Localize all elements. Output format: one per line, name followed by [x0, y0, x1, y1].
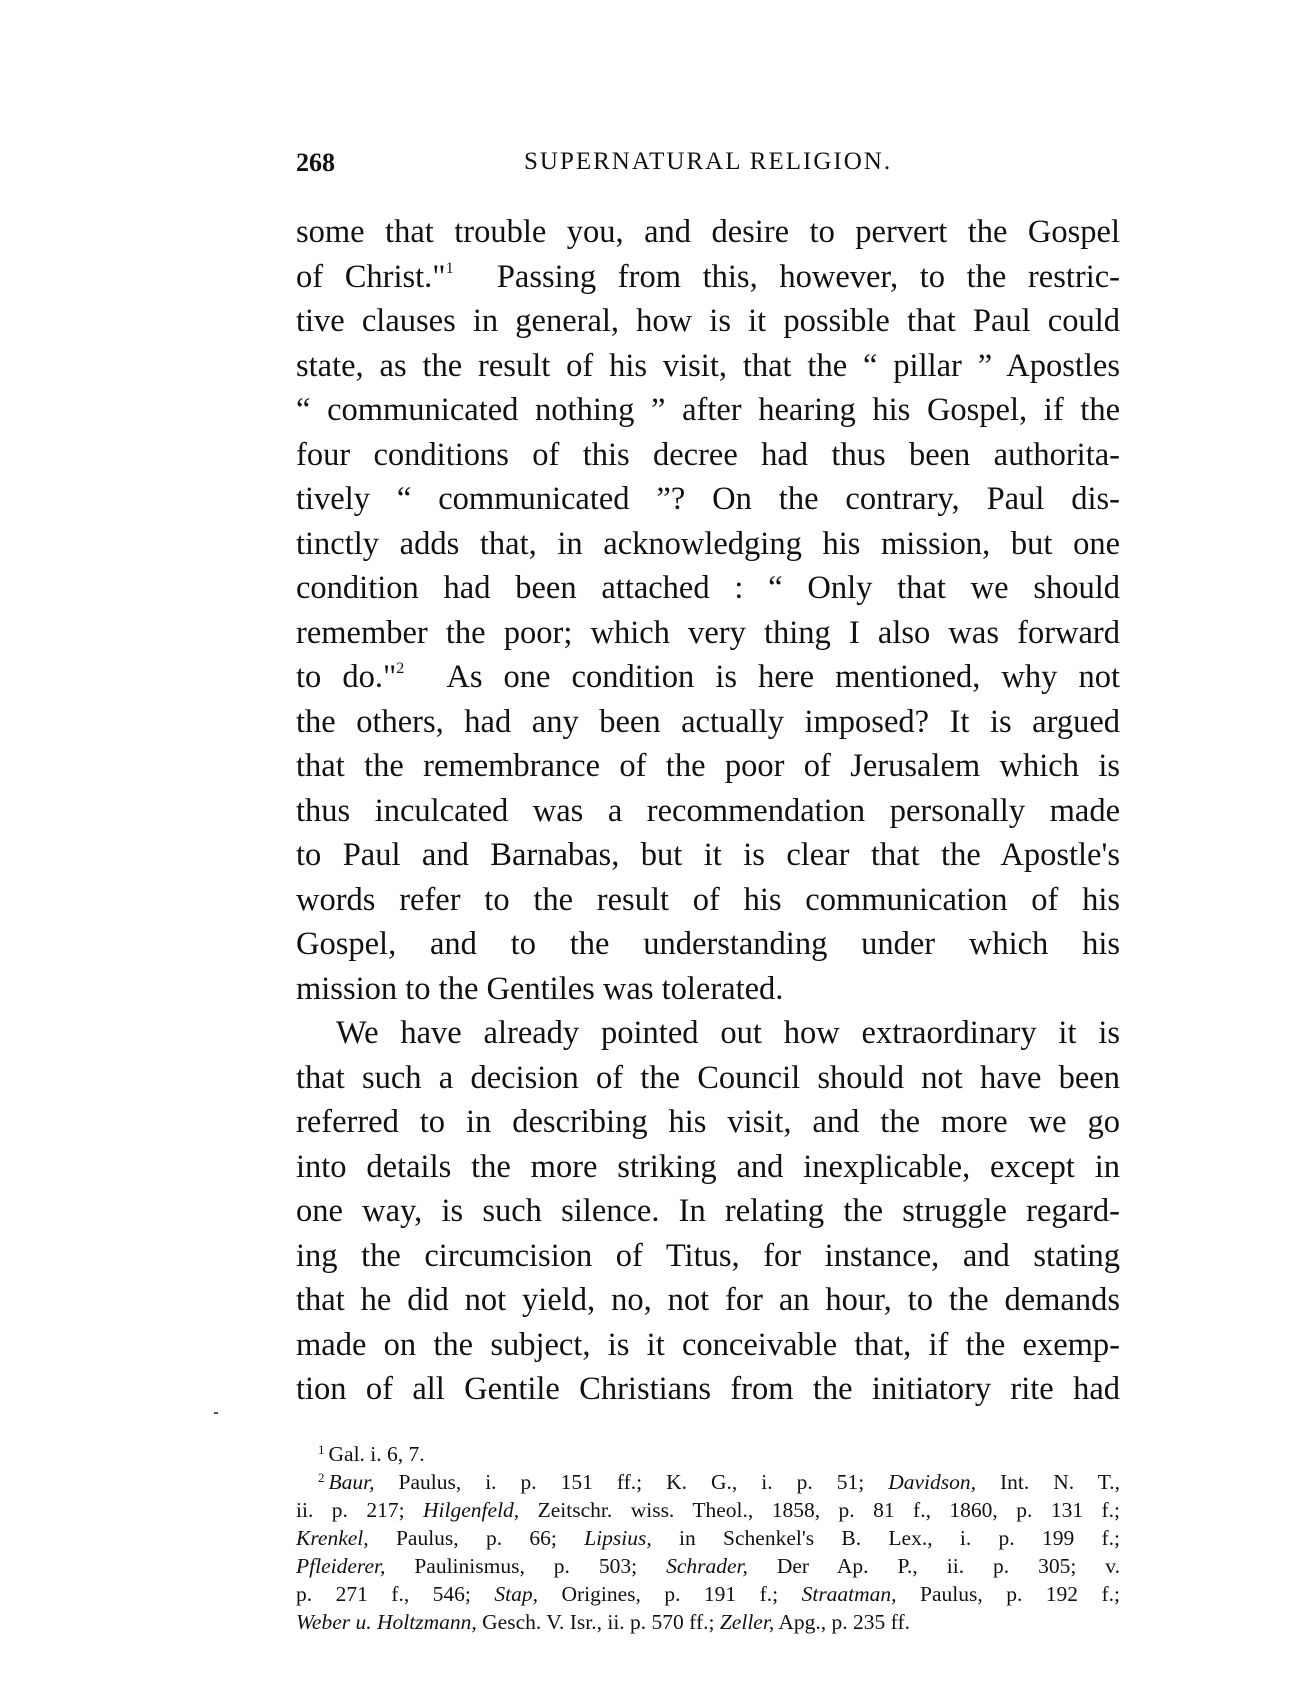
text-line: referred to in describing his visit, and the more we go [296, 1104, 1120, 1140]
book-page [296, 0, 1120, 1700]
footnote-2-line: Weber u. Holtzmann, Gesch. V. Isr., ii. p. 570 ff.; Zeller, Apg., p. 235 ff. [296, 1610, 910, 1634]
author-name: Baur, [328, 1470, 375, 1494]
footnote-2-line: Pfleiderer, Paulinismus, p. 503; Schrader, Der Ap. P., ii. p. 305; v. [296, 1554, 1121, 1578]
author-name: Hilgenfeld, [423, 1498, 520, 1522]
main-text [296, 210, 1120, 1412]
text-line: We have already pointed out how extraordinary it is [336, 1015, 1120, 1051]
author-name: Lipsius, [584, 1526, 652, 1550]
text-line: Gospel, and to the understanding under which his [296, 926, 1120, 962]
footnote-1: $^1$ Gal. i. 6, 7. [318, 1442, 425, 1466]
footnote-2-line: ii. p. 217; Hilgenfeld, Zeitschr. wiss. Theol., 1858, p. 81 f., 1860, p. 131 f.; [296, 1498, 1121, 1522]
text-line: to do."$^2$ As one condition is here mentioned, why not [296, 659, 1120, 695]
author-name: Schrader, [666, 1554, 748, 1578]
text-line: mission to the Gentiles was tolerated. [296, 970, 784, 1007]
running-title: SUPERNATURAL RELIGION. [524, 148, 893, 175]
footnote-ref-2[interactable]: 2 [396, 660, 405, 677]
author-name: Davidson, [888, 1470, 977, 1494]
footnote-2-line: Krenkel, Paulus, p. 66; Lipsius, in Schenkel's B. Lex., i. p. 199 f.; [296, 1526, 1121, 1550]
paragraph [296, 1011, 1120, 1412]
author-name: Krenkel, [296, 1526, 369, 1550]
page-number: 268 [296, 148, 335, 177]
text-line: “ communicated nothing ” after hearing his Gospel, if the [296, 392, 1120, 428]
text-line: condition had been attached : “ Only that we should [296, 570, 1120, 606]
text-line: some that trouble you, and desire to pervert the Gospel [296, 214, 1120, 250]
author-name: Straatman, [801, 1582, 897, 1606]
text-line: ing the circumcision of Titus, for instance, and stating [296, 1237, 1120, 1274]
footnote-divider [214, 1412, 218, 1414]
text-line: tion of all Gentile Christians from the initiatory rite had [296, 1371, 1120, 1407]
author-name: Pfleiderer, [296, 1554, 386, 1578]
author-name: Stap, [494, 1582, 538, 1606]
text-line: words refer to the result of his communication of his [296, 881, 1120, 918]
footnotes [296, 1440, 1120, 1636]
running-head [296, 148, 1120, 188]
author-name: Weber u. Holtzmann, [296, 1610, 477, 1634]
text-line: one way, is such silence. In relating the struggle regard- [296, 1193, 1120, 1229]
text-line: tively “ communicated ”? On the contrary, Paul dis- [296, 481, 1120, 517]
paragraph [296, 210, 1120, 1011]
text-line: four conditions of this decree had thus been authorita- [296, 436, 1120, 473]
text-line: thus inculcated was a recommendation personally made [296, 792, 1120, 829]
text-line: to Paul and Barnabas, but it is clear that the Apostle's [296, 837, 1120, 873]
text-line: that the remembrance of the poor of Jerusalem which is [296, 748, 1120, 784]
footnote-2-line: p. 271 f., 546; Stap, Origines, p. 191 f.; Straatman, Paulus, p. 192 f.; [296, 1582, 1121, 1606]
text-line: the others, had any been actually imposed? It is argued [296, 703, 1120, 740]
text-line: of Christ."$^1$ Passing from this, however, to the restric- [296, 258, 1120, 295]
footnote-2-line: $^2$ Baur, Paulus, i. p. 151 ff.; K. G., i. p. 51; Davidson, Int. N. T., [318, 1470, 1121, 1494]
text-line: made on the subject, is it conceivable that, if the exemp- [296, 1326, 1120, 1363]
text-line: that such a decision of the Council should not have been [296, 1059, 1120, 1096]
text-line: state, as the result of his visit, that the “ pillar ” Apostles [296, 347, 1120, 384]
text-line: into details the more striking and inexplicable, except in [296, 1148, 1120, 1185]
text-line: that he did not yield, no, not for an hour, to the demands [296, 1282, 1120, 1318]
footnote-marker: 2 [318, 1470, 325, 1485]
author-name: Zeller, [719, 1610, 775, 1634]
footnote-ref-1[interactable]: 1 [445, 259, 454, 277]
footnote-marker: 1 [318, 1442, 325, 1457]
text-line: remember the poor; which very thing I also was forward [296, 614, 1120, 651]
text-line: tinctly adds that, in acknowledging his mission, but one [296, 525, 1120, 562]
text-line: tive clauses in general, how is it possible that Paul could [296, 303, 1120, 339]
